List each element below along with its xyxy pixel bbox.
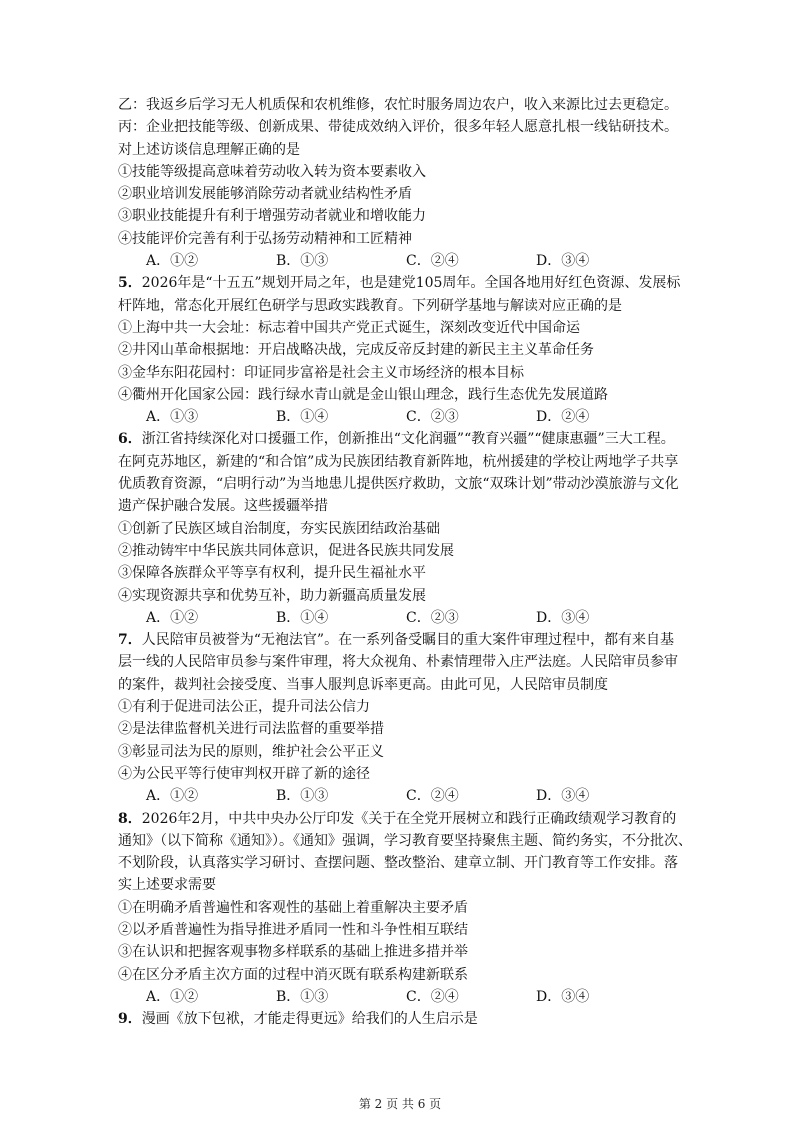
option-a[interactable]: A．①② [146,253,199,270]
q5-choice: ②井冈山革命根据地：开启战略决战，完成反帝反封建的新民主主义革命任务 [118,342,594,359]
option-b[interactable]: B．①③ [276,253,329,270]
page-footer: 第 2 页 共 6 页 [358,1097,442,1111]
q7-stem-line: 7．人民陪审员被誉为“无袍法官”。在一系列备受瞩目的重大案件审理过程中，都有来自基 [118,632,675,649]
question-8 [118,808,708,1009]
q4-answer-options [118,250,708,272]
q8-choice: ②以矛盾普遍性为指导推进矛盾同一性和斗争性相互联结 [118,921,468,938]
q8-answer-options [118,986,708,1008]
q8-stem-line: 不划阶段，认真落实学习研讨、查摆问题、整改整治、建章立制、开门教育等工作安排。落 [118,855,678,872]
q5-choice: ①上海中共一大会址：标志着中国共产党正式诞生，深刻改变近代中国命运 [118,319,580,336]
question-number: 9． [118,1011,142,1028]
q6-stem-line: 在阿克苏地区，新建的“和合馆”成为民族团结教育新阵地，杭州援建的学校让两地学子共享 [118,453,679,470]
q6-answer-options [118,607,708,629]
q4-choice: ②职业培训发展能够消除劳动者就业结构性矛盾 [118,186,412,203]
question-4-tail [118,94,708,272]
q5-choice: ③金华东阳花园村：印证同步富裕是社会主义市场经济的根本目标 [118,364,524,381]
q8-choice: ③在认识和把握客观事物多样联系的基础上推进多措并举 [118,944,468,961]
option-a[interactable]: A．①③ [146,409,199,426]
option-b[interactable]: B．①④ [276,409,329,426]
q6-stem-line: 遗产保护融合发展。这些援疆举措 [118,498,328,515]
q8-stem-line: 实上述要求需要 [118,877,216,894]
q4-choice: ①技能等级提高意味着劳动收入转为资本要素收入 [118,163,426,180]
q5-choice: ④衢州开化国家公园：践行绿水青山就是金山银山理念，践行生态优先发展道路 [118,386,608,403]
q7-stem-line: 层一线的人民陪审员参与案件审理，将大众视角、朴素情理带入庄严法庭。人民陪审员参审 [118,654,678,671]
q4-choice: ③职业技能提升有利于增强劳动者就业和增收能力 [118,208,426,225]
q8-stem-line: 通知》（以下简称《通知》）。《通知》强调，学习教育要坚持聚焦主题、简约务实，不分批次、 [118,832,692,849]
question-7 [118,629,708,807]
q8-stem-line: 8．2026年2月，中共中央办公厅印发《关于在全党开展树立和践行正确政绩观学习教育的 [118,810,677,827]
q6-choice: ①创新了民族区域自治制度，夯实民族团结政治基础 [118,520,440,537]
q7-answer-options [118,785,708,807]
option-d[interactable]: D．③④ [536,253,590,270]
q9-stem-line: 9．漫画《放下包袱，才能走得更远》给我们的人生启示是 [118,1011,478,1028]
q7-stem-line: 的案件，裁判社会接受度、当事人服判息诉率更高。由此可见，人民陪审员制度 [118,676,608,693]
question-5 [118,272,708,428]
option-d[interactable]: D．③④ [536,988,590,1005]
q8-choice: ④在区分矛盾主次方面的过程中消灭既有联系构建新联系 [118,966,468,983]
option-c[interactable]: C．②③ [406,609,459,626]
question-number: 5． [118,275,142,292]
option-a[interactable]: A．①② [146,988,199,1005]
option-c[interactable]: C．②④ [406,788,459,805]
q4-choice: ④技能评价完善有利于弘扬劳动精神和工匠精神 [118,230,412,247]
page-content [118,94,708,1030]
option-b[interactable]: B．①④ [276,609,329,626]
option-c[interactable]: C．②④ [406,988,459,1005]
question-number: 6． [118,431,142,448]
q5-stem-line: 5．2026年是“十五五”规划开局之年，也是建党105周年。全国各地用好红色资源、发展标 [118,275,681,292]
q4-line: 丙：企业把技能等级、创新成果、带徒成效纳入评价，很多年轻人愿意扎根一线钻研技术。 [118,119,678,136]
question-number: 8． [118,810,142,827]
q4-line: 对上述访谈信息理解正确的是 [118,141,300,158]
q7-choice: ②是法律监督机关进行司法监督的重要举措 [118,721,384,738]
q7-choice: ③彰显司法为民的原则，维护社会公平正义 [118,743,384,760]
q6-choice: ③保障各族群众平等享有权利，提升民生福祉水平 [118,565,426,582]
question-9 [118,1008,708,1030]
q4-line: 乙：我返乡后学习无人机质保和农机维修，农忙时服务周边农户，收入来源比过去更稳定。 [118,97,678,113]
q5-stem-line: 杆阵地，常态化开展红色研学与思政实践教育。下列研学基地与解读对应正确的是 [118,297,622,314]
option-d[interactable]: D．③④ [536,788,590,805]
q6-stem-line: 优质教育资源，“启明行动”为当地患儿提供医疗救助，文旅“双珠计划”带动沙漠旅游与文化 [118,476,679,493]
option-c[interactable]: C．②④ [406,253,459,270]
q7-choice: ①有利于促进司法公正，提升司法公信力 [118,699,370,716]
option-a[interactable]: A．①② [146,788,199,805]
q7-choice: ④为公民平等行使审判权开辟了新的途径 [118,765,370,782]
q6-stem-line: 6．浙江省持续深化对口援疆工作，创新推出“文化润疆”“教育兴疆”“健康惠疆”三大工程。 [118,431,675,448]
q8-choice: ①在明确矛盾普遍性和客观性的基础上着重解决主要矛盾 [118,899,468,916]
q6-choice: ④实现资源共享和优势互补，助力新疆高质量发展 [118,587,426,604]
option-b[interactable]: B．①③ [276,788,329,805]
option-b[interactable]: B．①③ [276,988,329,1005]
option-d[interactable]: D．②④ [536,409,590,426]
q6-choice: ②推动铸牢中华民族共同体意识，促进各民族共同发展 [118,542,454,559]
q5-answer-options [118,406,708,428]
question-number: 7． [118,632,142,649]
option-d[interactable]: D．③④ [536,609,590,626]
option-a[interactable]: A．①② [146,609,199,626]
question-6 [118,428,708,629]
option-c[interactable]: C．②③ [406,409,459,426]
